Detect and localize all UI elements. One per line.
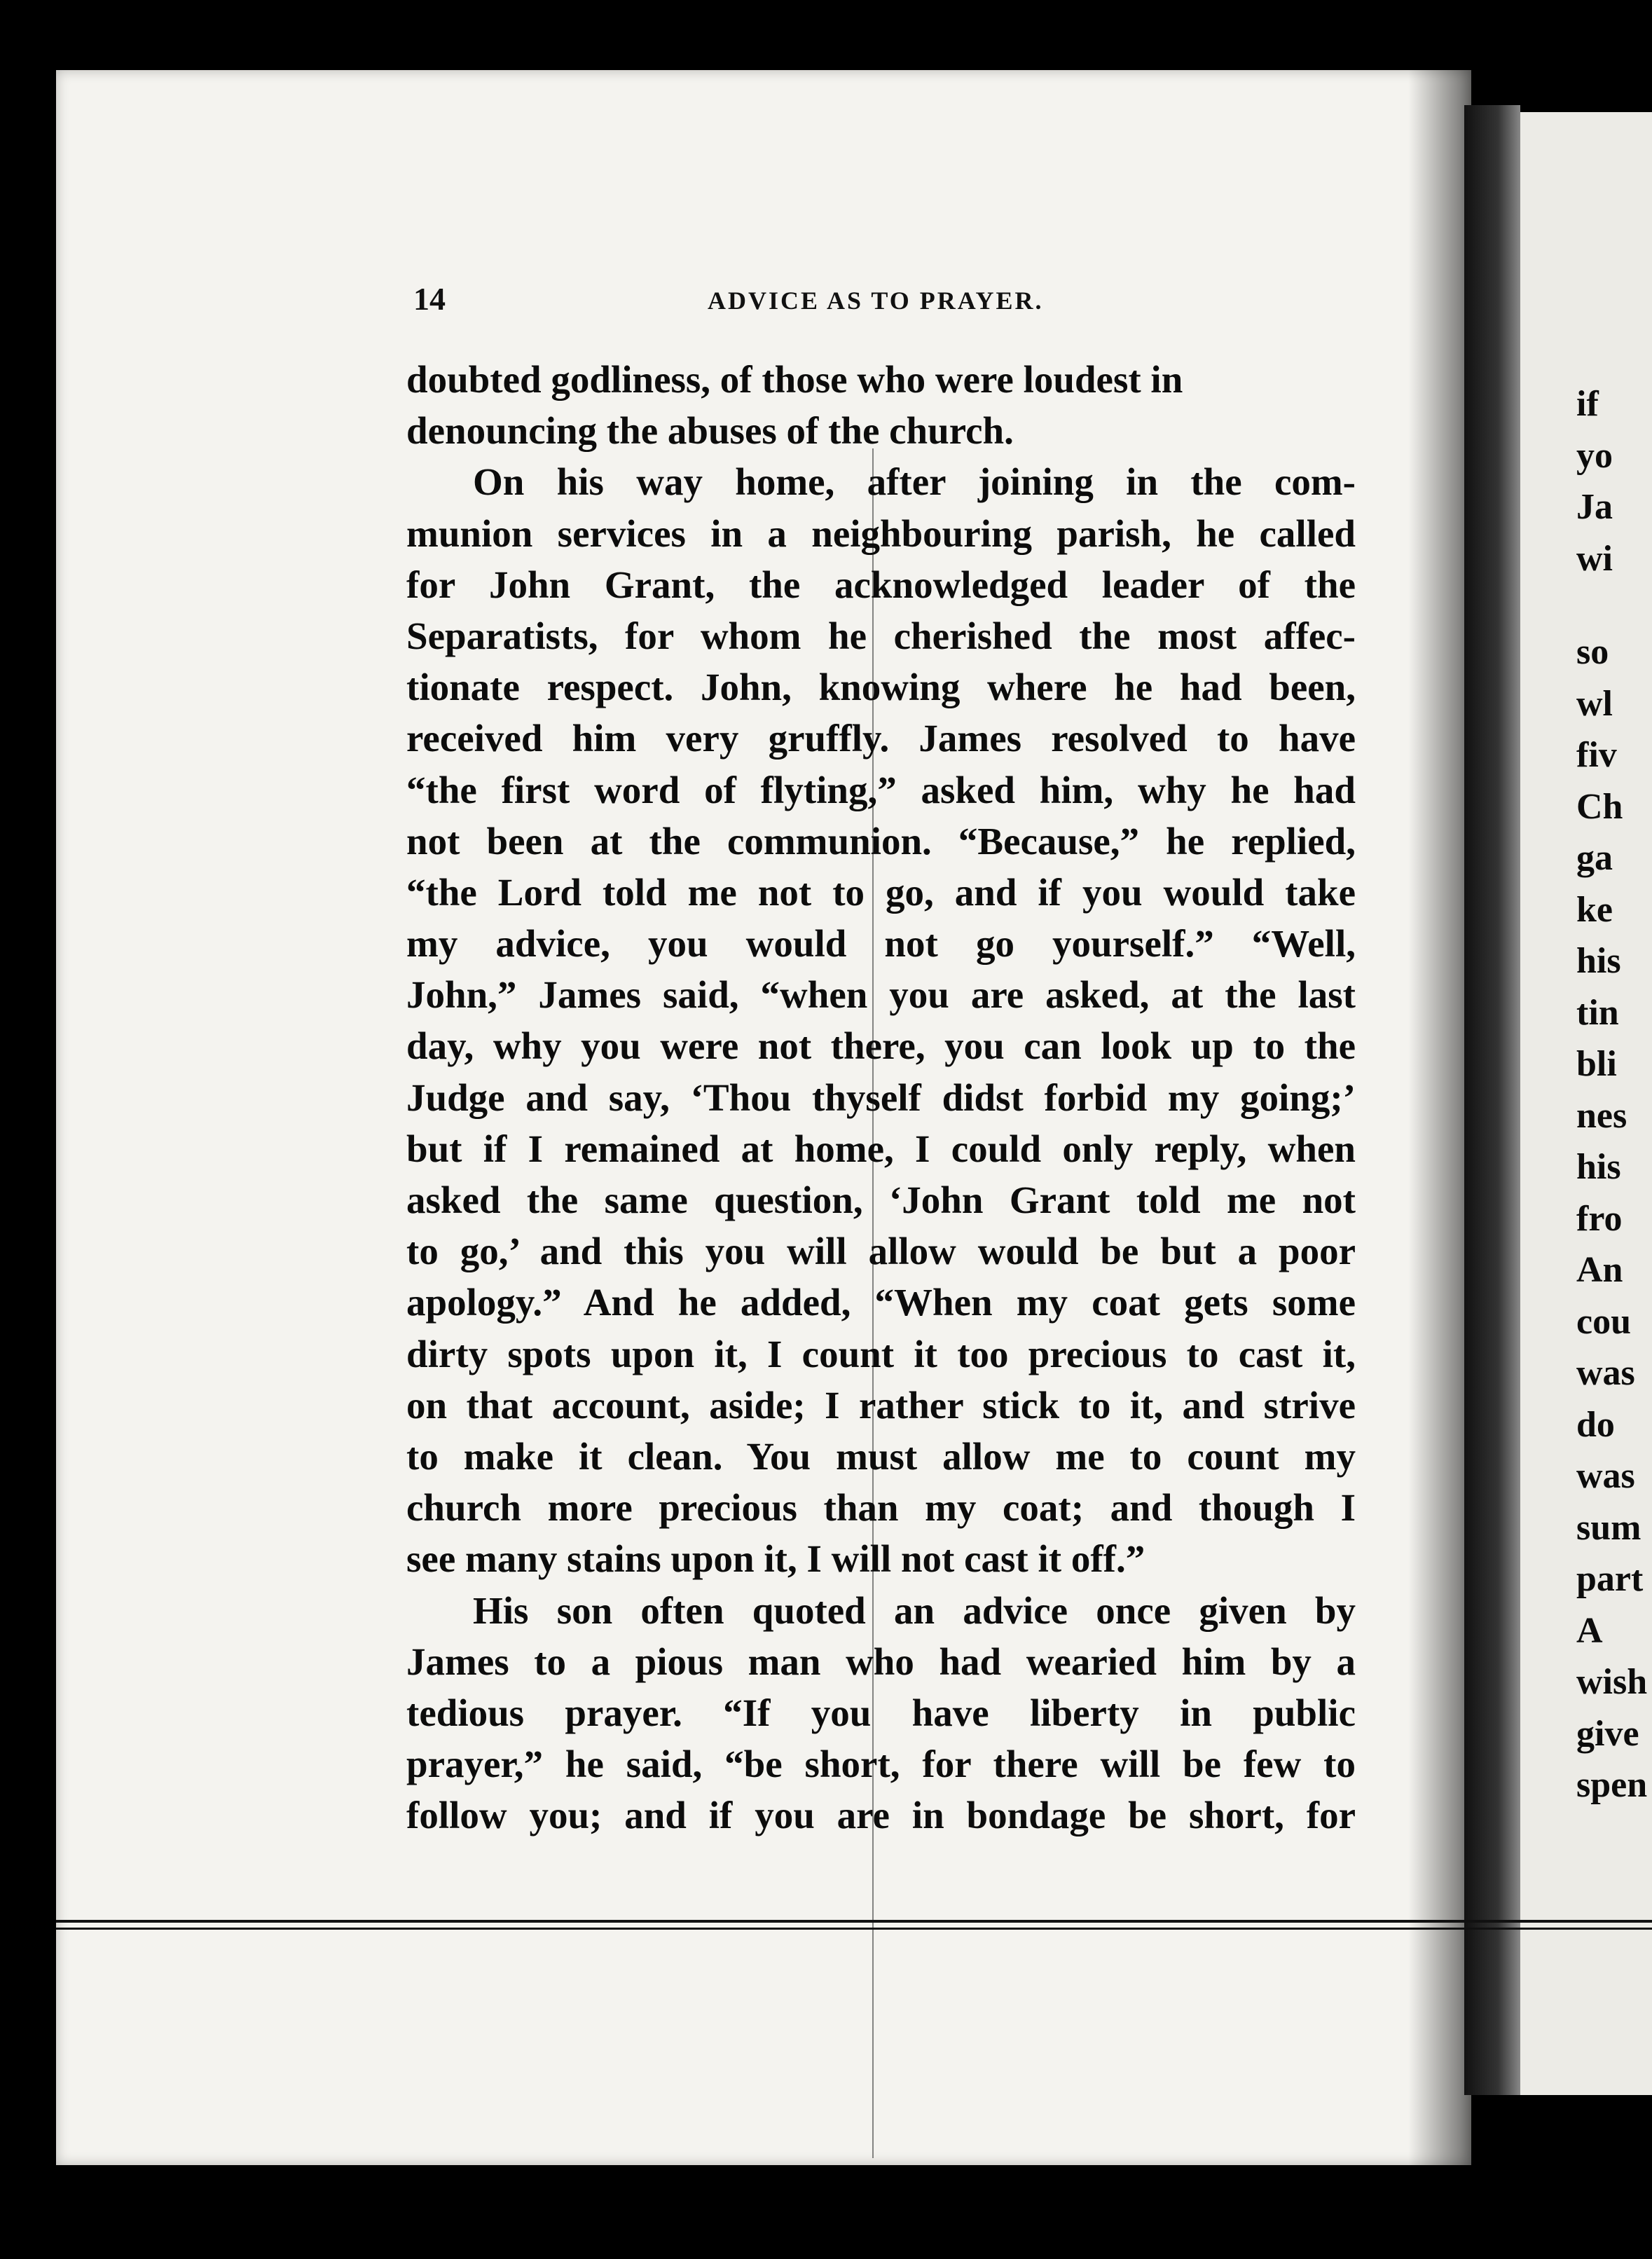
facing-fragment: spen [1576, 1765, 1648, 1805]
text-line: doubted godliness, of those who were loudest in [406, 358, 1183, 401]
gutter-shadow [1408, 70, 1471, 2165]
body-text [406, 354, 1356, 1841]
text-line: but if I remained at home, I could only reply, when [406, 1127, 1356, 1170]
facing-fragment: was [1576, 1353, 1635, 1393]
text-line: to make it clean. You must allow me to count my [406, 1434, 1356, 1478]
text-line: tionate respect. John, knowing where he had been, [406, 666, 1356, 709]
facing-fragment: ga [1576, 838, 1613, 878]
facing-fragment: was [1576, 1456, 1635, 1496]
facing-fragment: nes [1576, 1095, 1627, 1136]
text-line: see many stains upon it, I will not cast it off.” [406, 1537, 1145, 1581]
facing-fragment: A [1576, 1610, 1603, 1651]
binding-shadow [1464, 105, 1520, 2095]
facing-fragment: cou [1576, 1301, 1631, 1342]
text-line: Separatists, for whom he cherished the most affec- [406, 614, 1356, 657]
facing-fragment: fiv [1576, 735, 1617, 775]
facing-fragment: fro [1576, 1198, 1623, 1239]
text-line: Judge and say, ‘Thou thyself didst forbid my going;’ [406, 1076, 1356, 1119]
facing-fragment: so [1576, 632, 1609, 672]
facing-fragment: yo [1576, 435, 1613, 476]
text-line: to go,’ and this you will allow would be but a poor [406, 1230, 1356, 1273]
text-line: asked the same question, ‘John Grant told me not [406, 1179, 1356, 1221]
facing-fragment: wi [1576, 538, 1613, 579]
text-line: James to a pious man who had wearied him by a [406, 1640, 1356, 1683]
text-line: tedious prayer. “If you have liberty in public [406, 1691, 1356, 1734]
facing-fragment: Ch [1576, 786, 1623, 827]
text-line: prayer,” he said, “be short, for there will be few to [406, 1743, 1356, 1786]
text-line: my advice, you would not go yourself.” “Well, [406, 922, 1356, 966]
facing-fragment: sum [1576, 1507, 1641, 1548]
facing-fragment: Ja [1576, 487, 1613, 527]
bottom-double-rule [56, 1920, 1652, 1930]
facing-fragment: bli [1576, 1044, 1617, 1084]
text-line: on that account, aside; I rather stick to it, and strive [406, 1383, 1356, 1427]
facing-fragment: tin [1576, 992, 1619, 1033]
facing-fragment: his [1576, 1147, 1621, 1187]
page-number: 14 [413, 281, 446, 317]
text-line: “the Lord told me not to go, and if you would take [406, 870, 1356, 914]
running-head [413, 280, 1380, 322]
text-line: received him very gruffly. James resolved to have [406, 717, 1356, 760]
text-line: church more precious than my coat; and though I [406, 1486, 1356, 1530]
text-line: for John Grant, the acknowledged leader of the [406, 563, 1356, 606]
text-line: “the first word of flyting,” asked him, why he had [406, 768, 1356, 811]
text-line: follow you; and if you are in bondage be short, for [406, 1794, 1356, 1837]
text-line: John,” James said, “when you are asked, at the last [406, 973, 1356, 1017]
facing-fragment: do [1576, 1404, 1615, 1445]
facing-fragment: give [1576, 1713, 1639, 1754]
text-line: not been at the communion. “Because,” he replied, [406, 819, 1356, 863]
facing-fragment: ke [1576, 889, 1613, 930]
facing-fragment: wish [1576, 1662, 1648, 1702]
facing-fragment: wl [1576, 683, 1613, 724]
text-line: denouncing the abuses of the church. [406, 409, 1014, 453]
facing-fragment: his [1576, 941, 1621, 981]
facing-fragment: An [1576, 1250, 1623, 1290]
facing-page-text [1576, 378, 1652, 1811]
text-line: His son often quoted an advice once given by [473, 1588, 1356, 1632]
facing-fragment: part [1576, 1559, 1644, 1599]
text-line: munion services in a neighbouring parish, he called [406, 511, 1356, 555]
running-title: ADVICE AS TO PRAYER. [708, 287, 1044, 315]
facing-fragment: if [1576, 384, 1599, 424]
text-line: apology.” And he added, “When my coat gets some [406, 1281, 1356, 1324]
text-line: day, why you were not there, you can look up to the [406, 1024, 1356, 1068]
text-line: dirty spots upon it, I count it too precious to cast it, [406, 1332, 1356, 1375]
text-line: On his way home, after joining in the com- [473, 460, 1356, 504]
